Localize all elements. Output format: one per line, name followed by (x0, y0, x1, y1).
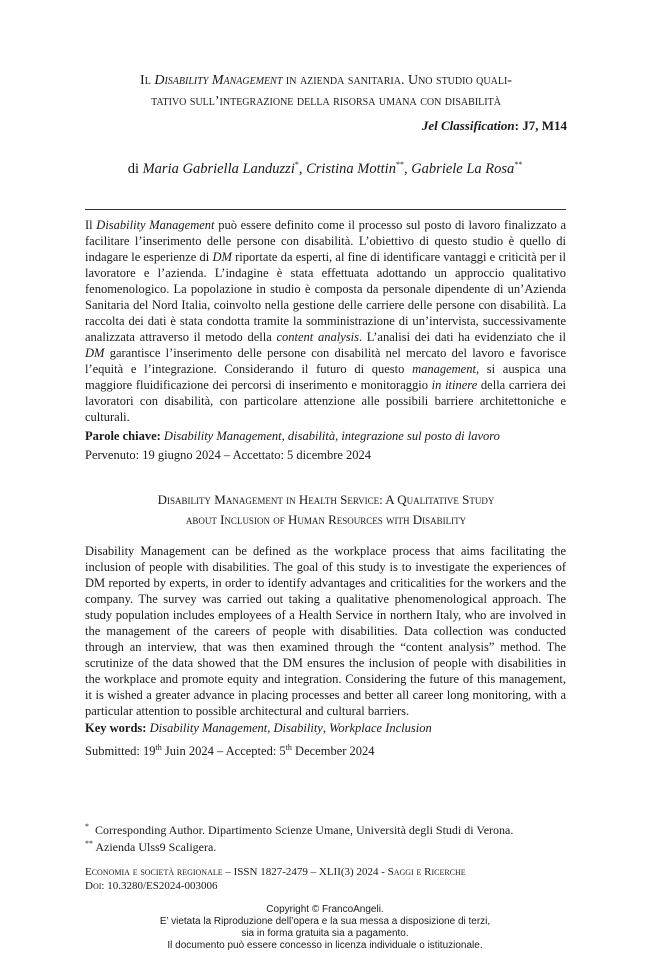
title-line-1: Il Disability Management in azienda sanitaria. Uno studio quali- (140, 73, 512, 88)
dates-italian: Pervenuto: 19 giugno 2024 – Accettato: 5 dicembre 2024 (85, 448, 372, 462)
article-title-italian (80, 70, 572, 112)
copyright-notice: Copyright © FrancoAngeli. E’ vietata la Riproduzione dell’opera e la sua messa a disposizione di terzi, sia in forma gratuita sia a pagamento. Il documento può essere concesso in licenza individuale o istituzionale. (159, 904, 491, 951)
jel-classification: Jel Classification: J7, M14 (421, 118, 567, 133)
separator-line (85, 209, 566, 210)
keywords-english: Key words: Disability Management, Disability, Workplace Inclusion (85, 721, 432, 735)
article-title-english (80, 490, 572, 530)
journal-info (85, 865, 466, 893)
keywords-italian: Parole chiave: Disability Management, disabilità, integrazione sul posto di lavoro (85, 429, 500, 443)
abstract-english: Disability Management can be defined as the workplace process that aims facilitating the inclusion of people with disabilities. The goal of this study is to investigate the experiences of DM reported by experts, in order to identify advantages and criticalities for the workers and the company. The survey was carried out taking a qualitative phenomenological approach. The study population includes employees of a Health Service in northern Italy, who are involved in the management of the careers of people with disabilities. Data collection was conducted through an interview, that was then examined through the “content analysis” method. The scrutinize of the data showed that the DM ensures the inclusion of people with disabilities in the workplace and promote equity and integration. Considering the future of this management, it is wished a greater advance in placing processes and better all career long monitoring, with a particular attention to possible architectural and cultural barriers. (85, 544, 566, 718)
author-name: Gabriele La Rosa (411, 160, 515, 177)
footnote-2: ** Azienda Ulss9 Scaligera. (85, 839, 217, 854)
footnote-1: * Corresponding Author. Dipartimento Scienze Umane, Università degli Studi di Verona. (85, 822, 514, 837)
author-name: Maria Gabriella Landuzzi (142, 160, 295, 177)
author-list: di Maria Gabriella Landuzzi*, Cristina Mottin**, Gabriele La Rosa** (127, 160, 523, 177)
abstract-italian: Il Disability Management può essere definito come il processo sul posto di lavoro finalizzato a facilitare l’inserimento delle persone con disabilità. L’obiettivo di questo studio è quello di indagare le esperienze di DM riportate da esperti, al fine di identificare vantaggi e criticità per il lavoratore e l’azienda. L’indagine è stata effettuata adottando un approccio qualitativo fenomenologico. La popolazione in studio è composta da personale dipendente di un’Azienda Sanitaria del Nord Italia, coinvolto nella gestione delle carriere delle persone con disabilità. La raccolta dei dati è stata condotta tramite la somministrazione di un’intervista, successivamente analizzata attraverso il metodo della content analysis. L’analisi dei dati ha evidenziato che il DM garantisce l’inserimento delle persone con disabilità nel mercato del lavoro e favorisce l’equità e l’integrazione. Considerando il futuro di questo management, si auspica una maggiore fluidificazione dei percorsi di inserimento e monitoraggio in itinere della carriera dei lavoratori con disabilità, con particolare attenzione alle possibili barriere architettoniche e culturali. (85, 218, 566, 424)
title-en-line-1: Disability Management in Health Service: A Qualitative Study (157, 492, 495, 507)
title-line-2: tativo sull’integrazione della risorsa umana con disabilità (151, 94, 501, 109)
author-name: Cristina Mottin (306, 160, 396, 177)
journal-line: Economia e società regionale – ISSN 1827-2479 – XLII(3) 2024 - Saggi e Ricerche (85, 866, 466, 878)
doi-line: Doi: 10.3280/ES2024-003006 (85, 880, 218, 892)
dates-english: Submitted: 19th Juin 2024 – Accepted: 5th December 2024 (85, 743, 375, 759)
title-en-line-2: about Inclusion of Human Resources with Disability (185, 512, 467, 527)
